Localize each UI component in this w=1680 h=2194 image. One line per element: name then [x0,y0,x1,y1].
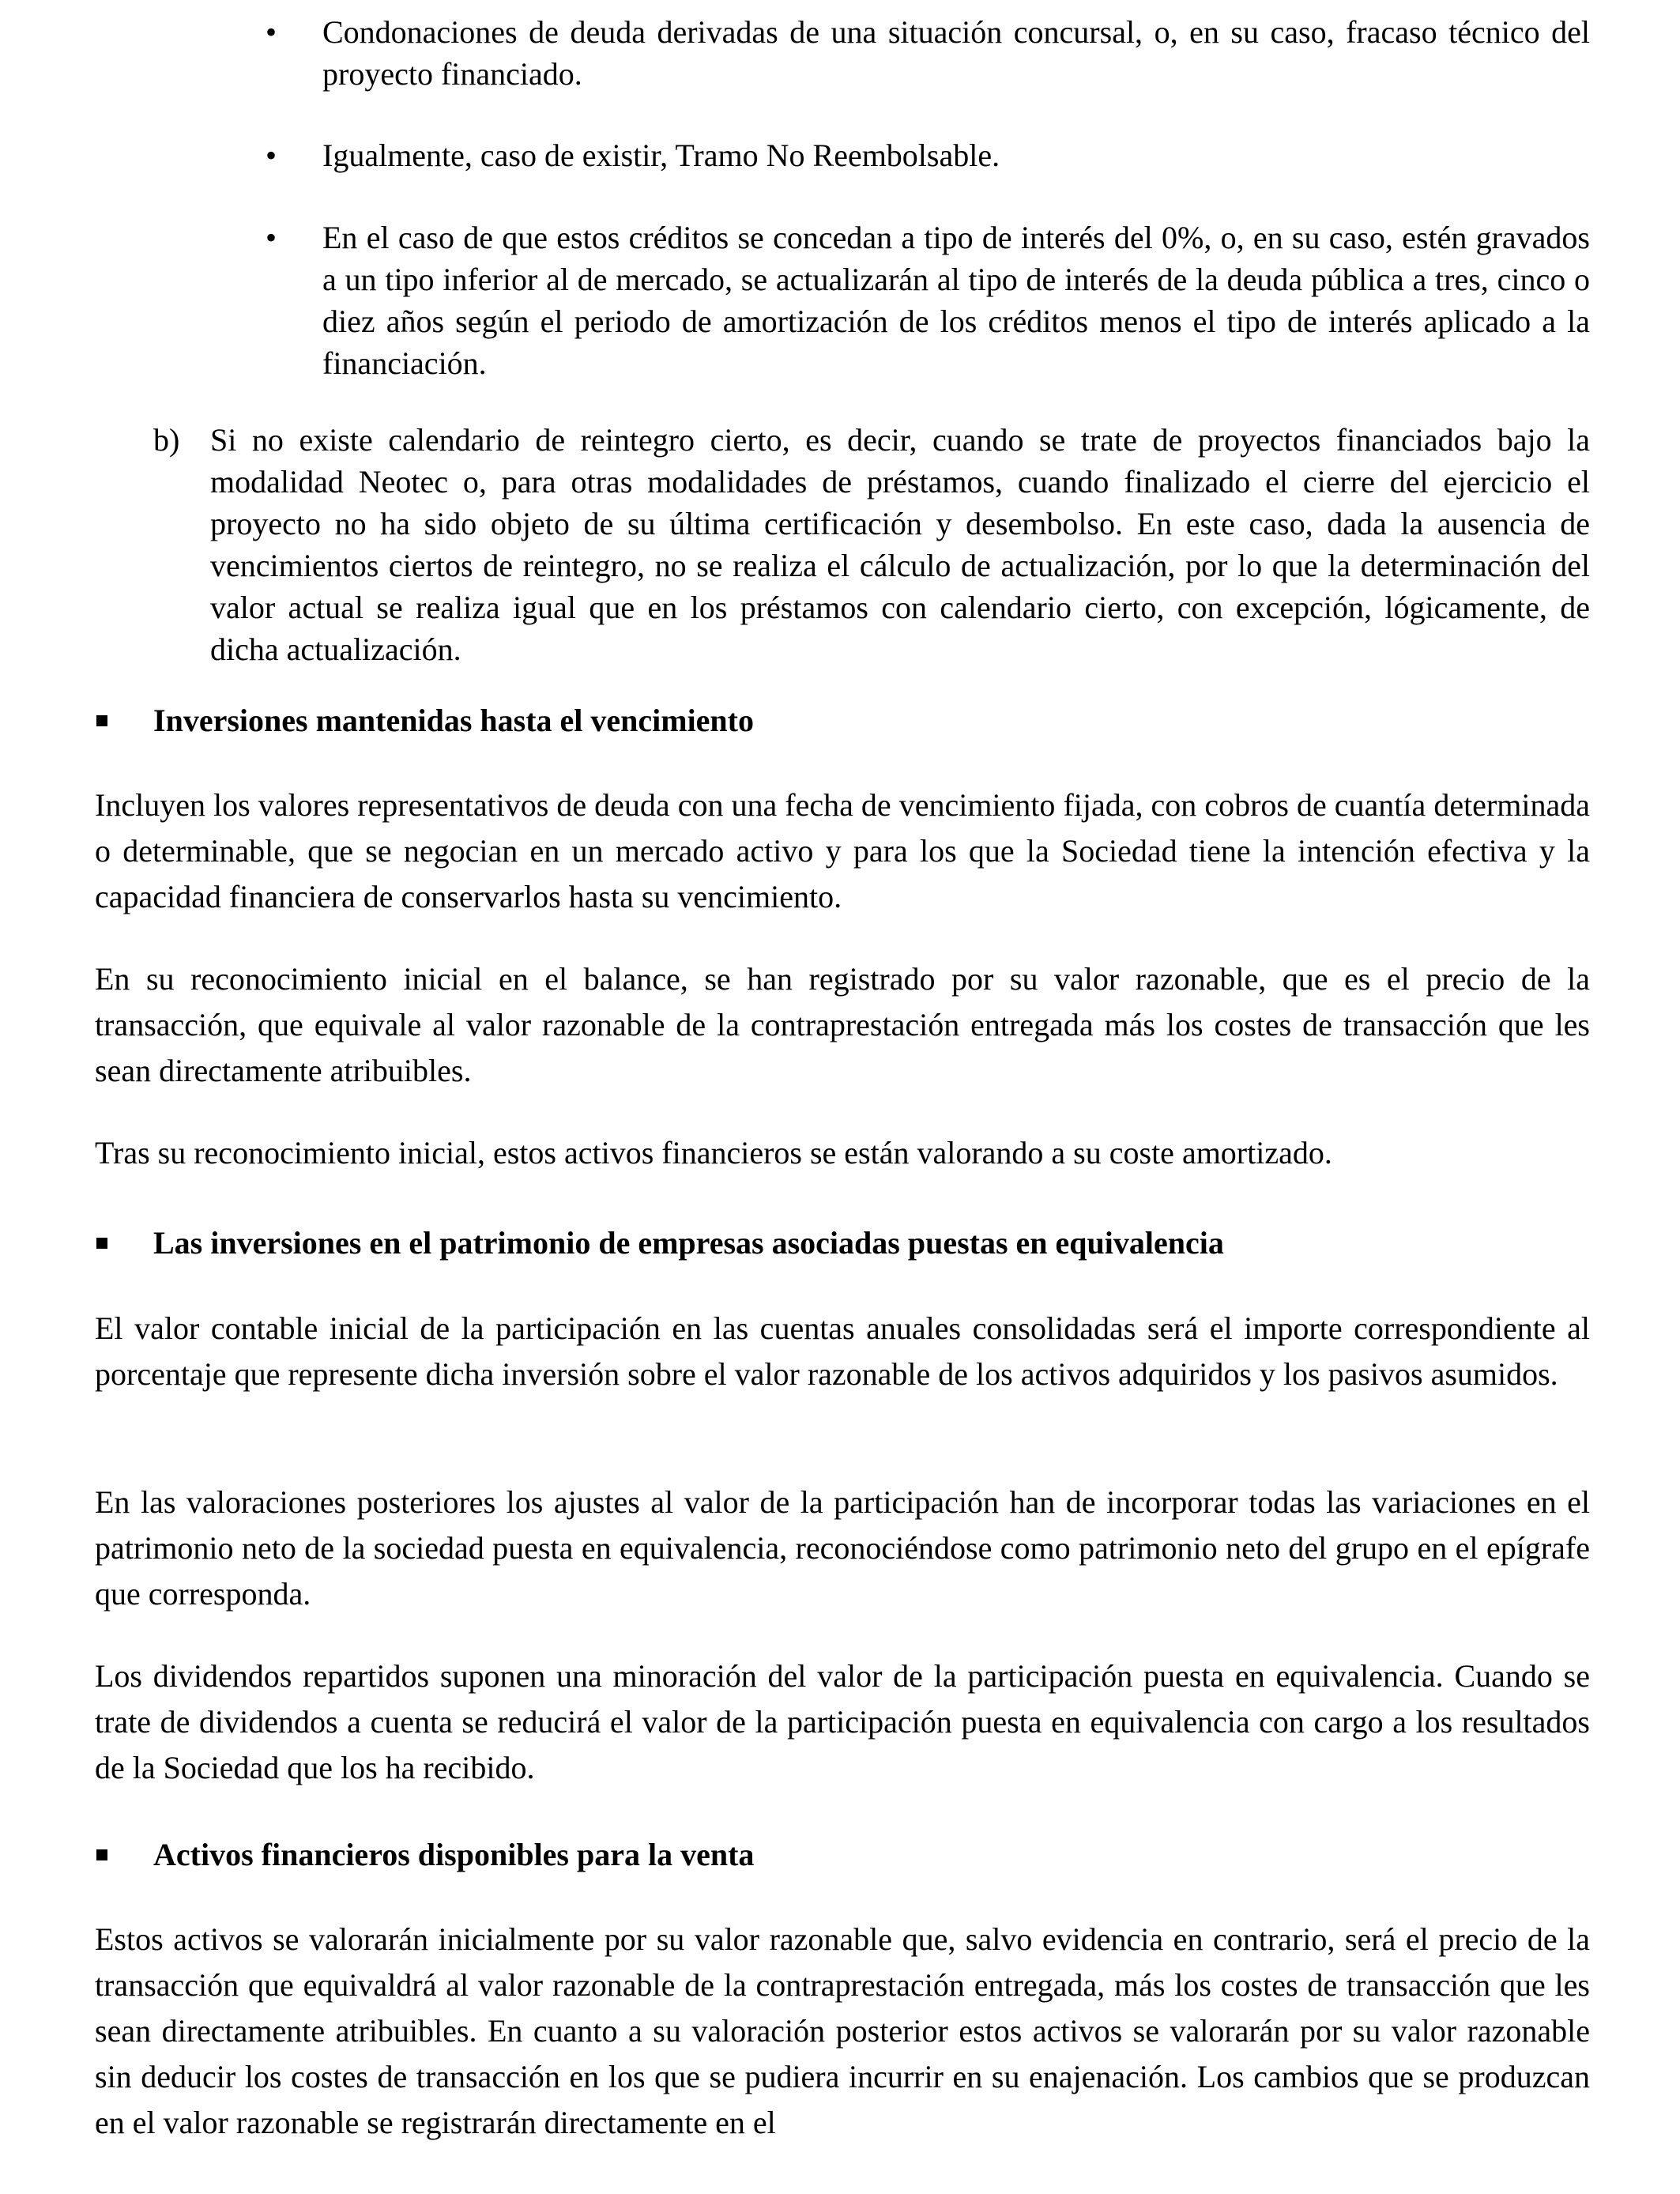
section-heading: Inversiones mantenidas hasta el vencimiento [153,703,754,738]
section-heading: Activos financieros disponibles para la venta [153,1837,755,1872]
list-item-text: Si no existe calendario de reintegro cierto, es decir, cuando se trate de proyectos financiados bajo la modalidad Neotec o, para otras modalidades de préstamos, cuando finalizado el cierre del ejercicio el proyecto no ha sido objeto de su última certificación y desembolso. En este caso, dada la ausencia de vencimientos ciertos de reintegro, no se realiza el cálculo de actualización, por lo que la determinación del valor actual se realiza igual que en los préstamos con calendario cierto, con excepción, lógicamente, de dicha actualización. [210,422,1590,667]
list-item-label: b) [153,422,180,458]
paragraph: Tras su reconocimiento inicial, estos activos financieros se están valorando a su coste amortizado. [95,1135,1332,1171]
section-heading: Las inversiones en el patrimonio de empresas asociadas puestas en equivalencia [153,1225,1224,1261]
paragraph: Estos activos se valorarán inicialmente por su valor razonable que, salvo evidencia en contrario, será el precio de la transacción que equivaldrá al valor razonable de la contraprestación entregada, más los costes de transacción que les sean directamente atribuibles. En cuanto a su valoración posterior estos activos se valorarán por su valor razonable sin deducir los costes de transacción en los que se pudiera incurrir en su enajenación. Los cambios que se produzcan en el valor razonable se registrarán directamente en el [95,1921,1590,2140]
paragraph: El valor contable inicial de la participación en las cuentas anuales consolidadas será el importe correspondiente al porcentaje que represente dicha inversión sobre el valor razonable de los activos adquiridos y los pasivos asumidos. [95,1310,1590,1392]
paragraph: Incluyen los valores representativos de deuda con una fecha de vencimiento fijada, con cobros de cuantía determinada o determinable, que se negocian en un mercado activo y para los que la Sociedad tiene la intención efectiva y la capacidad financiera de conservarlos hasta su vencimiento. [95,787,1590,914]
paragraph: En su reconocimiento inicial en el balance, se han registrado por su valor razonable, que es el precio de la transacción, que equivale al valor razonable de la contraprestación entregada más los costes de transacción que les sean directamente atribuibles. [95,961,1590,1088]
square-bullet-icon [96,715,107,726]
bullet-item: Condonaciones de deuda derivadas de una situación concursal, o, en su caso, fracaso técnico del proyecto financiado. [322,14,1590,92]
square-bullet-icon [96,1849,107,1860]
bullet-marker: • [266,138,277,173]
paragraph: En las valoraciones posteriores los ajustes al valor de la participación han de incorporar todas las variaciones en el patrimonio neto de la sociedad puesta en equivalencia, reconociéndose como patrimonio neto del grupo en el epígrafe que corresponda. [95,1484,1590,1612]
bullet-marker: • [266,220,277,255]
paragraph: Los dividendos repartidos suponen una minoración del valor de la participación puesta en equivalencia. Cuando se trate de dividendos a cuenta se reducirá el valor de la participación puesta en equivalencia con cargo a los resultados de la Sociedad que los ha recibido. [95,1658,1590,1785]
bullet-item: Igualmente, caso de existir, Tramo No Reembolsable. [322,138,1000,173]
bullet-item: En el caso de que estos créditos se concedan a tipo de interés del 0%, o, en su caso, estén gravados a un tipo inferior al de mercado, se actualizarán al tipo de interés de la deuda pública a tres, cinco o diez años según el periodo de amortización de los créditos menos el tipo de interés aplicado a la financiación. [322,220,1590,381]
bullet-marker: • [266,14,277,50]
square-bullet-icon [96,1238,107,1249]
